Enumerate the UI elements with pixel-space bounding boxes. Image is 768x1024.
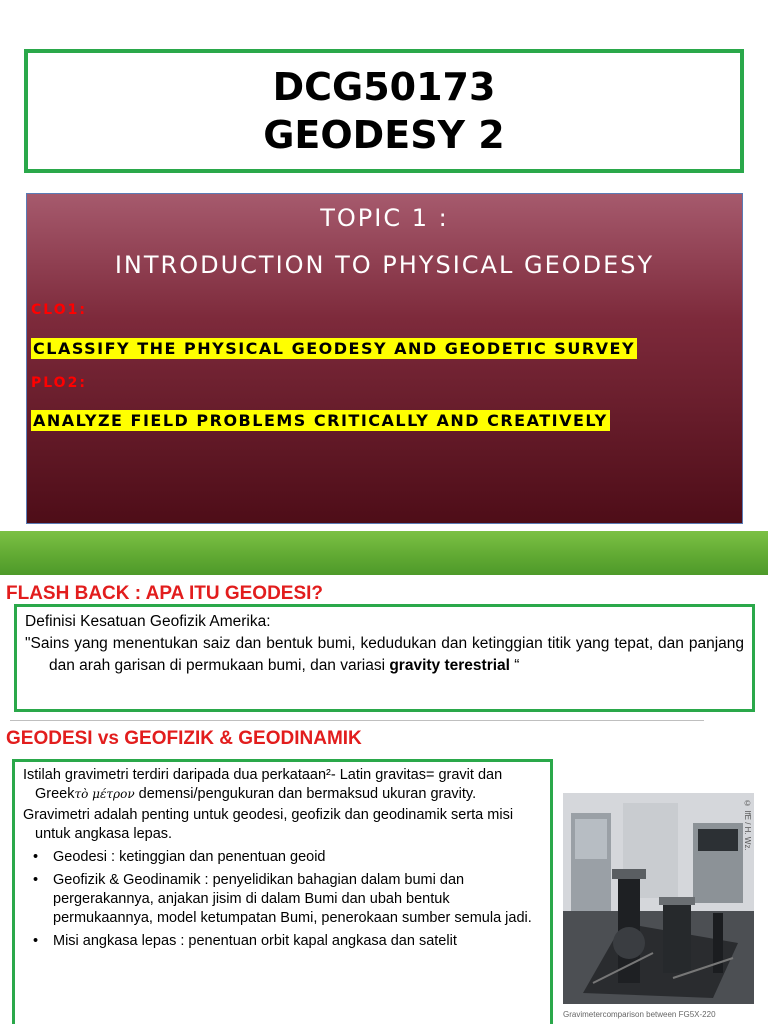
gravimeter-illustration (563, 793, 754, 1004)
plo-text: ANALYZE FIELD PROBLEMS CRITICALLY AND CREATIVELY (33, 411, 608, 430)
definition-quote (25, 633, 744, 677)
list-item: • Geofizik & Geodinamik : penyelidikan bahagian dalam bumi dan pergerakannya, anjakan jisim di dalam Bumi dan ubah bentuk permukaannya, model ketumpatan Bumi, penerokaan sumber semula jadi. (23, 871, 542, 928)
bullet-list (23, 848, 542, 951)
topic-panel (26, 193, 743, 524)
quote-text: "Sains yang menentukan saiz dan bentuk bumi, kedudukan dan ketinggian titik yang tepat, dan panjang dan arah garisan di permukaan bumi, dan variasi (25, 635, 744, 674)
gravimetry-etymology (23, 766, 542, 804)
gravimetry-box (12, 759, 553, 1024)
plo-label: PLO2: (31, 375, 87, 391)
clo-label: CLO1: (31, 302, 87, 318)
definition-source: Definisi Kesatuan Geofizik Amerika: (25, 613, 271, 630)
course-code: DCG50173 (272, 65, 496, 109)
comparison-heading: GEODESI vs GEOFIZIK & GEODINAMIK (6, 728, 362, 749)
divider-line (10, 720, 704, 721)
etymology-text-b: demensi/pengukuran dan bermaksud ukuran gravity. (134, 786, 477, 802)
definition-box (14, 604, 755, 712)
greek-term: τὸ μέτρον (74, 787, 135, 801)
flashback-heading: FLASH BACK : APA ITU GEODESI? (6, 583, 324, 604)
quote-bold: gravity terestrial (389, 657, 510, 674)
etymology-text-a: Istilah gravimetri terdiri daripada dua perkataan²- Latin gravitas= gravit dan Greek (23, 767, 503, 802)
gravimetry-importance: Gravimetri adalah penting untuk geodesi, geofizik dan geodinamik serta misi untuk angkasa lepas. (23, 807, 514, 842)
green-divider-bar (0, 531, 768, 575)
gravimeter-photo (563, 793, 754, 1004)
course-name: GEODESY 2 (263, 113, 505, 157)
quote-end: “ (509, 657, 520, 674)
topic-title: INTRODUCTION TO PHYSICAL GEODESY (114, 251, 655, 279)
topic-number: TOPIC 1 : (320, 204, 449, 232)
title-box (24, 49, 744, 173)
clo-text: CLASSIFY THE PHYSICAL GEODESY AND GEODETIC SURVEY (33, 339, 636, 358)
photo-caption: Gravimetercomparison between FG5X-220 (563, 1010, 716, 1019)
list-item: • Geodesi : ketinggian dan penentuan geoid (23, 848, 542, 867)
list-item: • Misi angkasa lepas : penentuan orbit kapal angkasa dan satelit (23, 932, 542, 951)
photo-watermark: © IfE / H. Wz. (743, 799, 752, 851)
